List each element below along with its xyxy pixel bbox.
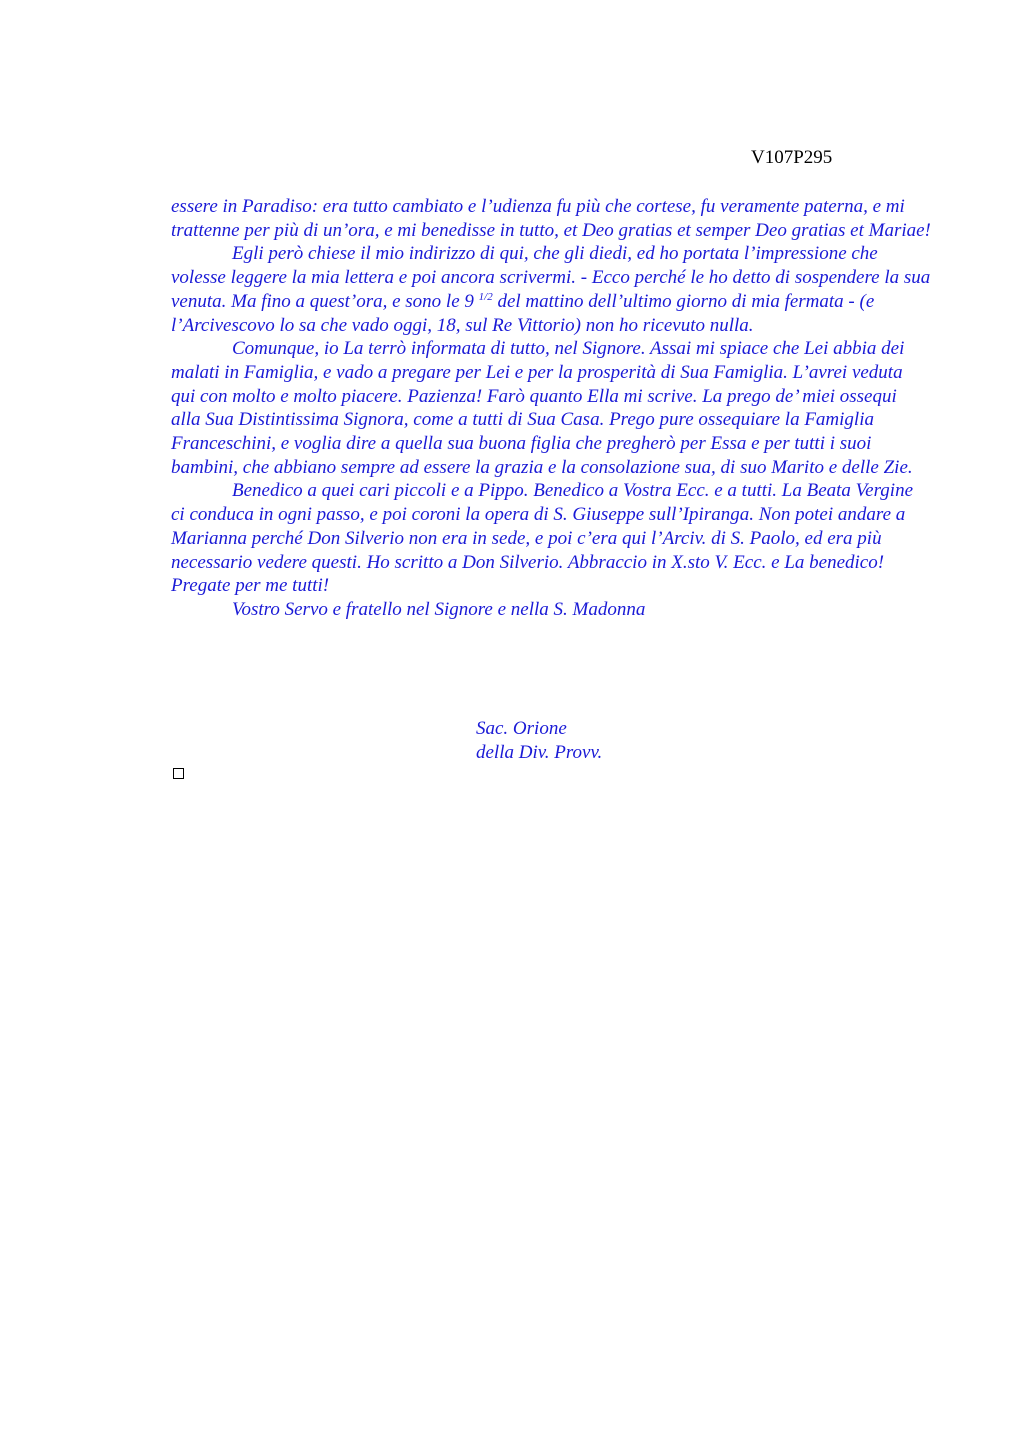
paragraph-continuation: essere in Paradiso: era tutto cambiato e l’udienza fu più che cortese, fu veramente paterna, e mi trattenne per più di un’ora, e mi benedisse in tutto, et Deo gratias et semper Deo gratias et Mariae! <box>171 196 931 241</box>
signature-block <box>476 717 602 765</box>
paragraph-closing: Vostro Servo e fratello nel Signore e nella S. Madonna <box>232 598 646 620</box>
fraction-superscript: 1/2 <box>478 290 493 303</box>
paragraph-family-greetings: Comunque, io La terrò informata di tutto, nel Signore. Assai mi spiace che Lei abbia dei malati in Famiglia, e vado a pregare per Lei e per la prosperità di Sua Famiglia. L’avrei veduta qui con molto e molto piacere. Pazienza! Farò quanto Ella mi scrive. La prego de’ miei ossequi alla Sua Distintissima Signora, come a tutti di Sua Casa. Prego pure ossequiare la Famiglia Franceschini, e voglia dire a quella sua buona figlia che pregherò per Essa e per tutti i suoi bambini, che abbiano sempre ad essere la grazia e la consolazione sua, di suo Marito e delle Zie. <box>171 338 913 478</box>
paragraph-blessings: Benedico a quei cari piccoli e a Pippo. Benedico a Vostra Ecc. e a tutti. La Beata Vergine ci conduca in ogni passo, e poi coroni la opera di S. Giuseppe sull’Ipiranga. Non potei andare a Marianna perché Don Silverio non era in sede, e poi c’era qui l’Arciv. di S. Paolo, ed era più necessario vedere questi. Ho scritto a Don Silverio. Abbraccio in X.sto V. Ecc. e La benedico! Pregate per me tutti! <box>171 480 914 597</box>
paragraph-address-request <box>171 242 931 337</box>
paragraph-text-part: del mattino dell’ultimo giorno di mia fermata - (e l’Arcivescovo lo sa che vado oggi, 18, sul Re Vittorio) non ho ricevuto nulla. <box>171 290 875 336</box>
paragraph-text-part: Egli però chiese il mio indirizzo di qui, che gli diedi, ed ho portata l’impressione che volesse leggere la mia lettera e poi ancora scrivermi. - Ecco perché le ho detto di sospendere la sua venuta. Ma fino a quest’ora, e sono le 9 <box>171 243 931 312</box>
page-reference-code: V107P295 <box>751 147 833 168</box>
signature-title: della Div. Provv. <box>476 742 603 763</box>
end-marker-square-icon <box>173 768 184 779</box>
signature-name: Sac. Orione <box>476 718 567 739</box>
letter-body <box>171 195 931 622</box>
